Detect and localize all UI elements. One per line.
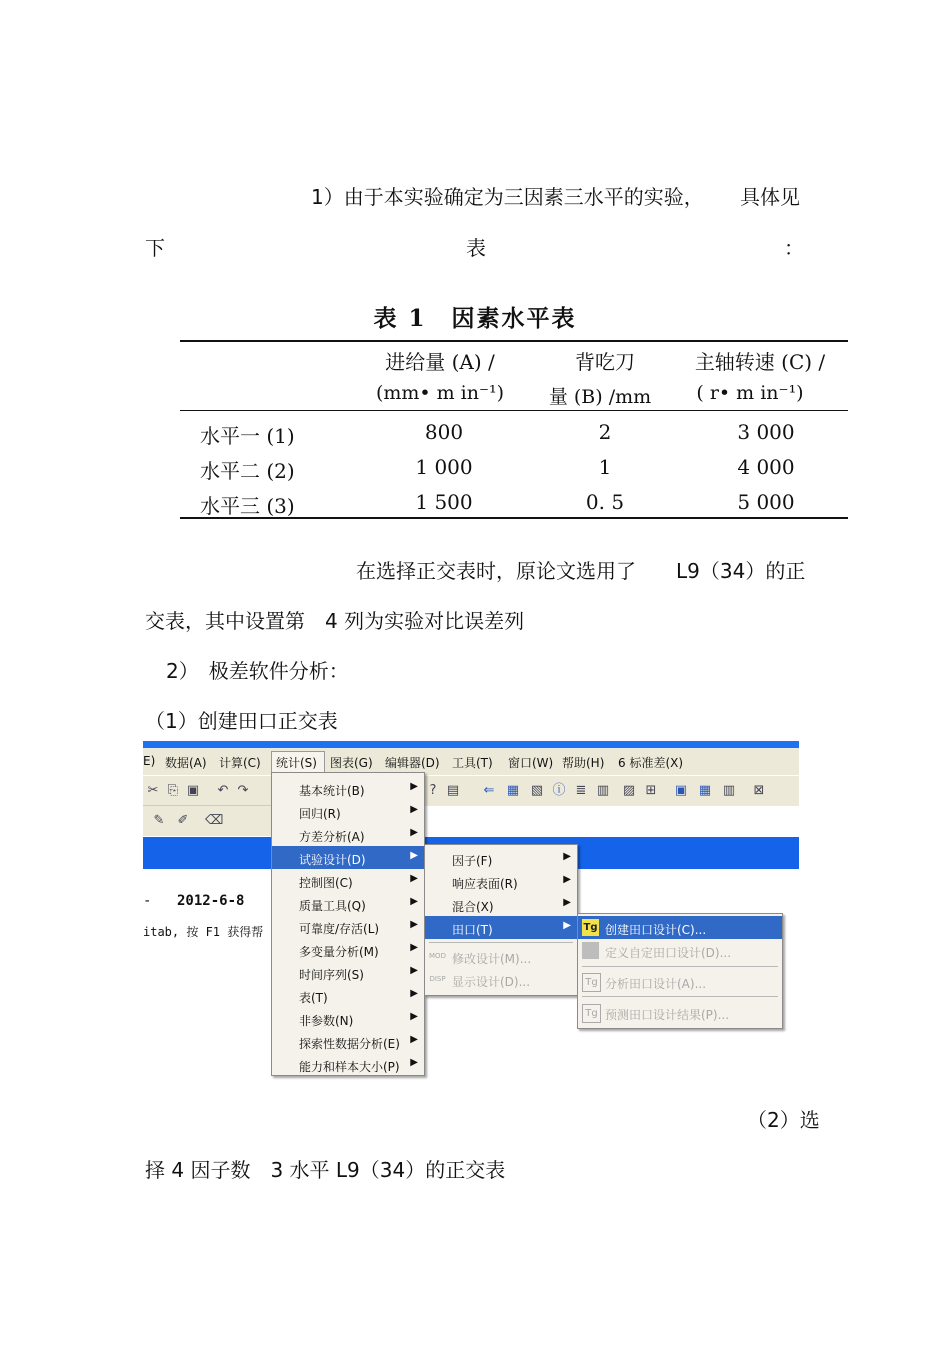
append-icon[interactable]: ▨ xyxy=(622,783,636,798)
paragraph-1-line-1: 1）由于本实验确定为三因素三水平的实验， xyxy=(311,185,704,209)
stats-menu xyxy=(271,772,425,1076)
stats-item-capability[interactable]: 能力和样本大小(P) ▶ xyxy=(299,1057,418,1074)
session-icon[interactable]: ▤ xyxy=(446,783,460,798)
row-3-b: 0. 5 xyxy=(585,490,625,514)
row-1-c: 3 000 xyxy=(737,420,795,444)
stats-item-reliability[interactable]: 可靠度/存活(L) ▶ xyxy=(299,919,418,936)
background-date: 2012-6-8 xyxy=(177,893,245,909)
row-3-a: 1 500 xyxy=(415,490,473,514)
row-3-c: 5 000 xyxy=(737,490,795,514)
table-top-rule xyxy=(180,340,848,342)
modify-design-icon: MOD xyxy=(429,952,446,960)
menu-window[interactable]: 窗口(W) xyxy=(508,756,554,770)
doe-item-factorial[interactable]: 因子(F) ▶ xyxy=(452,851,571,868)
taguchi-submenu xyxy=(577,913,783,1029)
row-2-b: 1 xyxy=(598,455,612,479)
menu-graph[interactable]: 图表(G) xyxy=(330,756,373,770)
stats-item-basic[interactable]: 基本统计(B) ▶ xyxy=(299,781,418,798)
stats-item-nonparametric[interactable]: 非参数(N) ▶ xyxy=(299,1011,418,1028)
stats-item-quality-tools[interactable]: 质量工具(Q) ▶ xyxy=(299,896,418,913)
paragraph-1-line-2b: 表 xyxy=(466,236,486,260)
row-2-a: 1 000 xyxy=(415,455,473,479)
header-c-line2: ( r• m in⁻¹) xyxy=(696,382,804,404)
menu-calc[interactable]: 计算(C) xyxy=(219,756,261,770)
help-icon[interactable]: ? xyxy=(429,783,437,798)
taguchi-create-icon: Tg xyxy=(582,919,599,936)
menu-data[interactable]: 数据(A) xyxy=(165,756,207,770)
column-icon[interactable]: ▣ xyxy=(674,783,688,798)
cut-icon[interactable]: ✂ xyxy=(147,783,159,798)
table-view-icon[interactable]: ▥ xyxy=(722,783,736,798)
project-icon[interactable]: ▧ xyxy=(530,783,544,798)
brush-icon[interactable]: ✎ xyxy=(153,813,165,828)
pencil-icon[interactable]: ✐ xyxy=(177,813,189,828)
table-title: 表 1 因素水平表 xyxy=(373,305,577,332)
header-b-line1: 背吃刀 xyxy=(575,350,635,374)
background-text: itab, 按 F1 获得帮 xyxy=(143,925,264,939)
taguchi-predict-icon: Tg xyxy=(582,1004,601,1023)
menu-six-sigma[interactable]: 6 标准差(X) xyxy=(618,756,684,770)
header-a-line1: 进给量 (A) / xyxy=(385,350,495,374)
paste-icon[interactable]: ▣ xyxy=(186,783,200,798)
row-1-a: 800 xyxy=(424,420,464,444)
doe-submenu xyxy=(424,844,578,996)
title-bar xyxy=(143,741,799,748)
worksheet-icon[interactable]: ▦ xyxy=(506,783,520,798)
menu-edit[interactable]: E) xyxy=(143,754,156,768)
display-design-icon: DISP xyxy=(429,975,446,983)
row-3-label: 水平三 (3) xyxy=(200,494,295,518)
close-window-icon[interactable]: ⊠ xyxy=(753,783,765,798)
copy-icon[interactable]: ⎘ xyxy=(167,783,179,798)
doe-item-display: DISP 显示设计(D)... xyxy=(425,968,577,991)
paragraph-5-line-2: 择 4 因子数 3 水平 L9（34）的正交表 xyxy=(145,1158,506,1182)
stats-item-time-series[interactable]: 时间序列(S) ▶ xyxy=(299,965,418,982)
taguchi-item-predict: Tg 预测田口设计结果(P)... xyxy=(578,1001,782,1024)
paragraph-5-tail: （2）选 xyxy=(747,1108,820,1132)
header-a-line2: (mm• m in⁻¹) xyxy=(375,382,505,404)
back-icon[interactable]: ⇐ xyxy=(483,783,495,798)
taguchi-define-icon xyxy=(582,942,599,959)
stats-item-tables[interactable]: 表(T) ▶ xyxy=(299,988,418,1005)
embedded-screenshot xyxy=(143,741,799,1081)
doe-separator xyxy=(429,942,573,943)
row-2-label: 水平二 (2) xyxy=(200,459,295,483)
doe-item-modify: MOD 修改设计(M)... xyxy=(425,945,577,968)
background-dash: - xyxy=(143,893,152,909)
grid-icon[interactable]: ▦ xyxy=(698,783,712,798)
doe-item-response-surface[interactable]: 响应表面(R) ▶ xyxy=(452,874,571,891)
undo-icon[interactable]: ↶ xyxy=(217,783,229,798)
doe-item-mixture[interactable]: 混合(X) ▶ xyxy=(452,897,571,914)
paragraph-1-line-2c: ： xyxy=(784,236,804,260)
doe-item-taguchi[interactable]: 田口(T) ▶ xyxy=(425,916,577,939)
paragraph-1-line-2a: 下 xyxy=(145,236,165,260)
toolbar-1 xyxy=(143,775,799,806)
redo-icon[interactable]: ↷ xyxy=(237,783,249,798)
history-icon[interactable]: ≣ xyxy=(575,783,587,798)
report-icon[interactable]: ▥ xyxy=(596,783,610,798)
menu-bar xyxy=(143,748,799,775)
paragraph-1-tail: 具体见 xyxy=(740,185,800,209)
menu-editor[interactable]: 编辑器(D) xyxy=(385,756,440,770)
taguchi-separator-1 xyxy=(582,966,778,967)
row-1-b: 2 xyxy=(598,420,612,444)
table-header-rule xyxy=(180,410,848,411)
menu-stats[interactable]: 统计(S) xyxy=(276,756,317,770)
menu-help[interactable]: 帮助(H) xyxy=(562,756,605,770)
eraser-icon[interactable]: ⌫ xyxy=(205,813,224,828)
header-c-line1: 主轴转速 (C) / xyxy=(694,350,826,374)
menu-tools[interactable]: 工具(T) xyxy=(452,756,493,770)
stats-item-eda[interactable]: 探索性数据分析(E) ▶ xyxy=(299,1034,418,1051)
paragraph-4: （1）创建田口正交表 xyxy=(145,709,338,733)
taguchi-item-create[interactable]: Tg 创建田口设计(C)... xyxy=(578,916,782,939)
paragraph-2-tail: L9（34）的正 xyxy=(676,559,806,583)
stats-item-doe[interactable]: 试验设计(D) ▶ xyxy=(272,846,424,869)
taguchi-separator-2 xyxy=(582,996,778,997)
row-1-label: 水平一 (1) xyxy=(200,424,295,448)
stats-item-multivariate[interactable]: 多变量分析(M) ▶ xyxy=(299,942,418,959)
stats-item-control-charts[interactable]: 控制图(C) ▶ xyxy=(299,873,418,890)
taguchi-item-define: 定义自定田口设计(D)... xyxy=(578,939,782,962)
layout-icon[interactable]: ⊞ xyxy=(645,783,657,798)
info-icon[interactable]: ⓘ xyxy=(552,783,566,798)
header-b-line2: 量 (B) /mm xyxy=(548,386,652,408)
paragraph-2-line-1: 在选择正交表时，原论文选用了 xyxy=(356,559,636,583)
taguchi-item-analyze: Tg 分析田口设计(A)... xyxy=(578,970,782,993)
paragraph-2-line-2: 交表，其中设置第 4 列为实验对比误差列 xyxy=(145,609,525,633)
stats-item-anova[interactable]: 方差分析(A) ▶ xyxy=(299,827,418,844)
taguchi-analyze-icon: Tg xyxy=(582,973,601,992)
paragraph-3: 2） 极差软件分析： xyxy=(166,659,349,683)
row-2-c: 4 000 xyxy=(737,455,795,479)
stats-item-regression[interactable]: 回归(R) ▶ xyxy=(299,804,418,821)
toolbar-2 xyxy=(143,805,273,836)
